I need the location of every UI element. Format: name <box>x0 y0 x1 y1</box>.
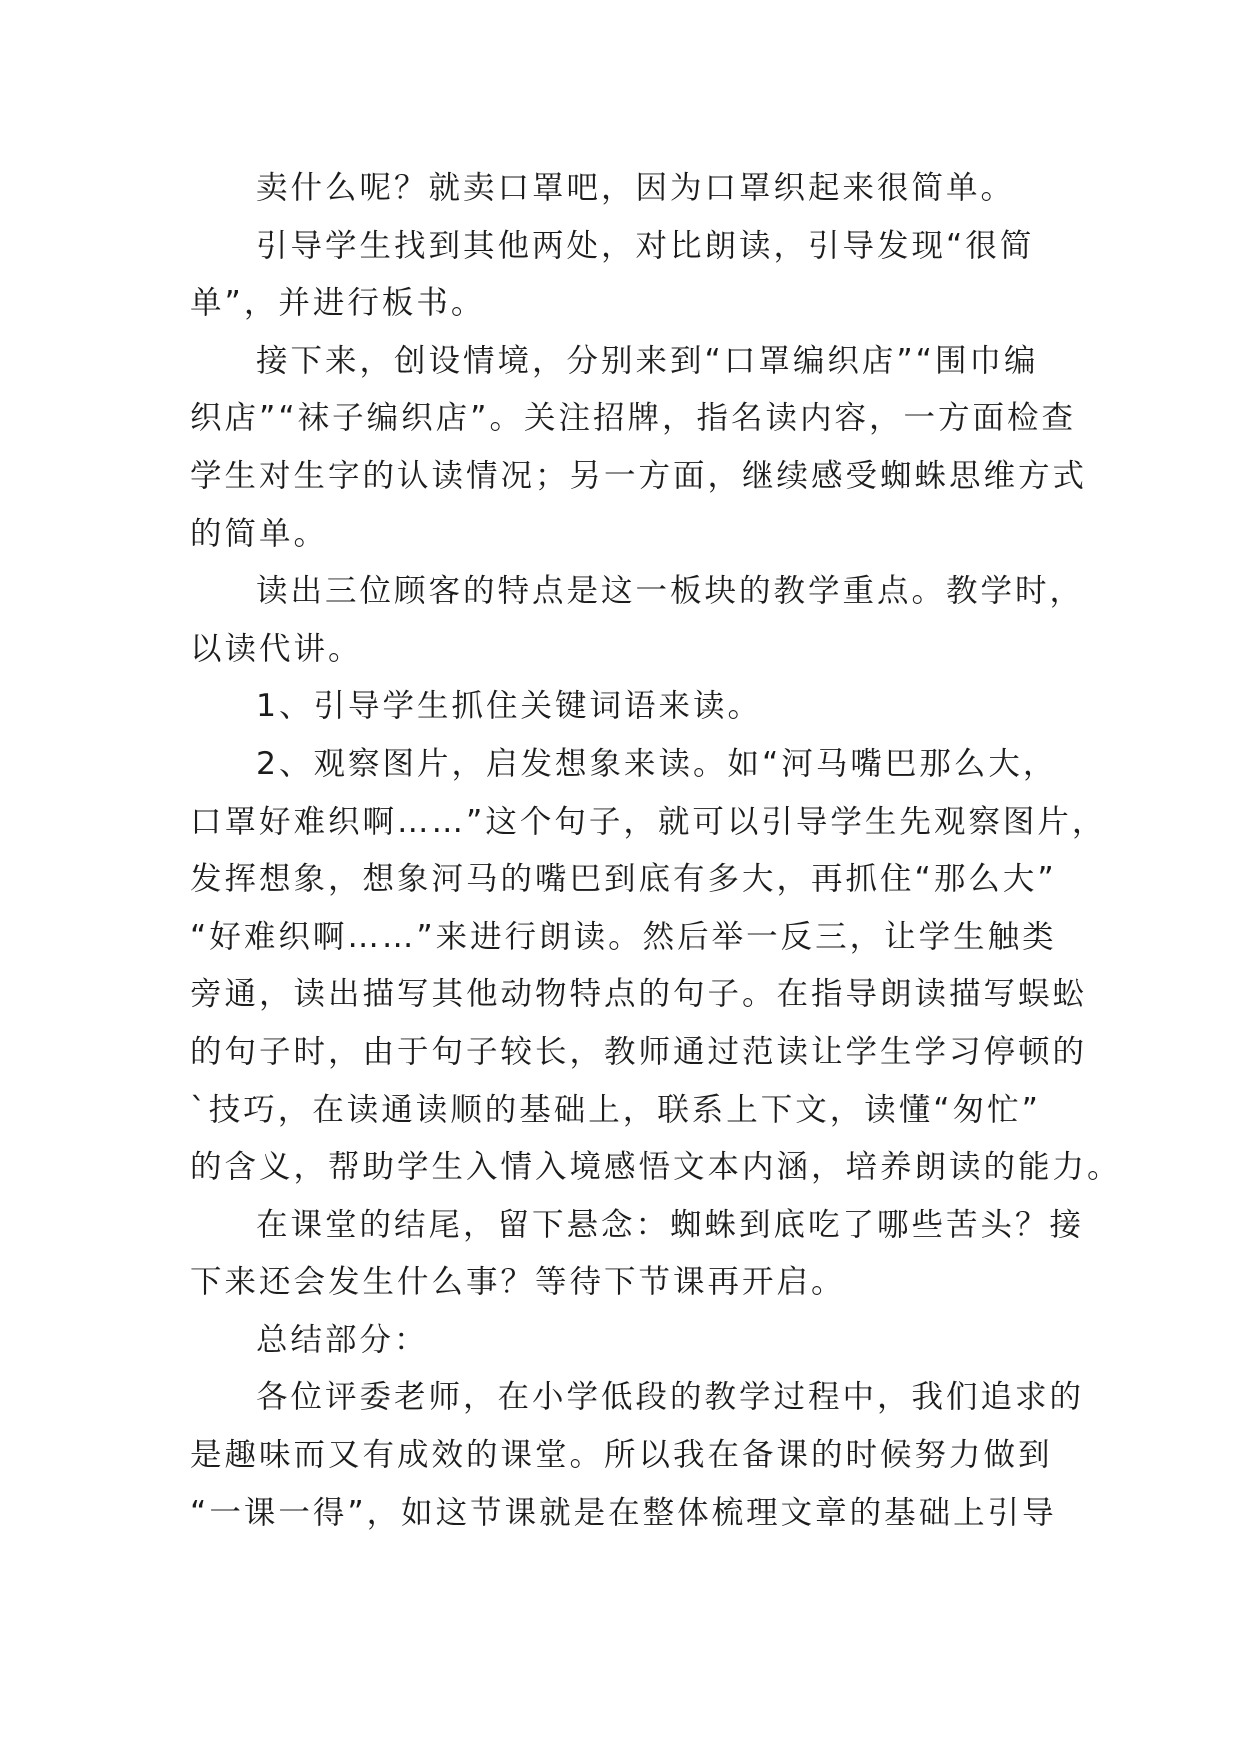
text-line: 读出三位顾客的特点是这一板块的教学重点。教学时， <box>256 573 1085 610</box>
text-line: 发挥想象，想象河马的嘴巴到底有多大，再抓住“那么大” <box>190 861 1057 898</box>
text-line: 1、引导学生抓住关键词语来读。 <box>256 688 763 725</box>
text-line: “好难织啊……”来进行朗读。然后举一反三，让学生触类 <box>190 918 1057 955</box>
text-line: 各位评委老师，在小学低段的教学过程中，我们追求的 <box>256 1379 1085 1416</box>
text-line: 接下来，创设情境，分别来到“口罩编织店”“围巾编 <box>256 342 1039 379</box>
text-line: 卖什么呢？就卖口罩吧，因为口罩织起来很简单。 <box>256 170 1016 206</box>
text-line: 织店”“袜子编织店”。关注招牌，指名读内容，一方面检查 <box>190 400 1076 437</box>
text-line: 学生对生字的认读情况；另一方面，继续感受蜘蛛思维方式 <box>190 457 1088 494</box>
text-line: 口罩好难织啊……”这个句子，就可以引导学生先观察图片， <box>190 803 1107 840</box>
text-line: 的简单。 <box>190 515 329 552</box>
text-line: 的句子时，由于句子较长，教师通过范读让学生学习停顿的 <box>190 1033 1088 1070</box>
text-line: “一课一得”，如这节课就是在整体梳理文章的基础上引导 <box>190 1494 1057 1531</box>
text-line: 是趣味而又有成效的课堂。所以我在备课的时候努力做到 <box>190 1437 1053 1474</box>
text-line: `技巧，在读通读顺的基础上，联系上下文，读懂“匆忙” <box>190 1091 1041 1128</box>
section-heading: 总结部分： <box>256 1321 429 1358</box>
text-line: 引导学生找到其他两处，对比朗读，引导发现“很简 <box>256 227 1035 264</box>
text-line: 下来还会发生什么事？等待下节课再开启。 <box>190 1264 846 1301</box>
document-body <box>190 160 1122 1542</box>
text-line: 单”，并进行板书。 <box>190 285 486 322</box>
text-line: 旁通，读出描写其他动物特点的句子。在指导朗读描写蜈蚣 <box>190 976 1088 1013</box>
text-line: 以读代讲。 <box>190 630 363 667</box>
text-line: 的含义，帮助学生入情入境感悟文本内涵，培养朗读的能力。 <box>190 1149 1122 1186</box>
text-line: 在课堂的结尾，留下悬念：蜘蛛到底吃了哪些苦头？接 <box>256 1206 1085 1243</box>
text-line: 2、观察图片，启发想象来读。如“河马嘴巴那么大， <box>256 745 1058 782</box>
